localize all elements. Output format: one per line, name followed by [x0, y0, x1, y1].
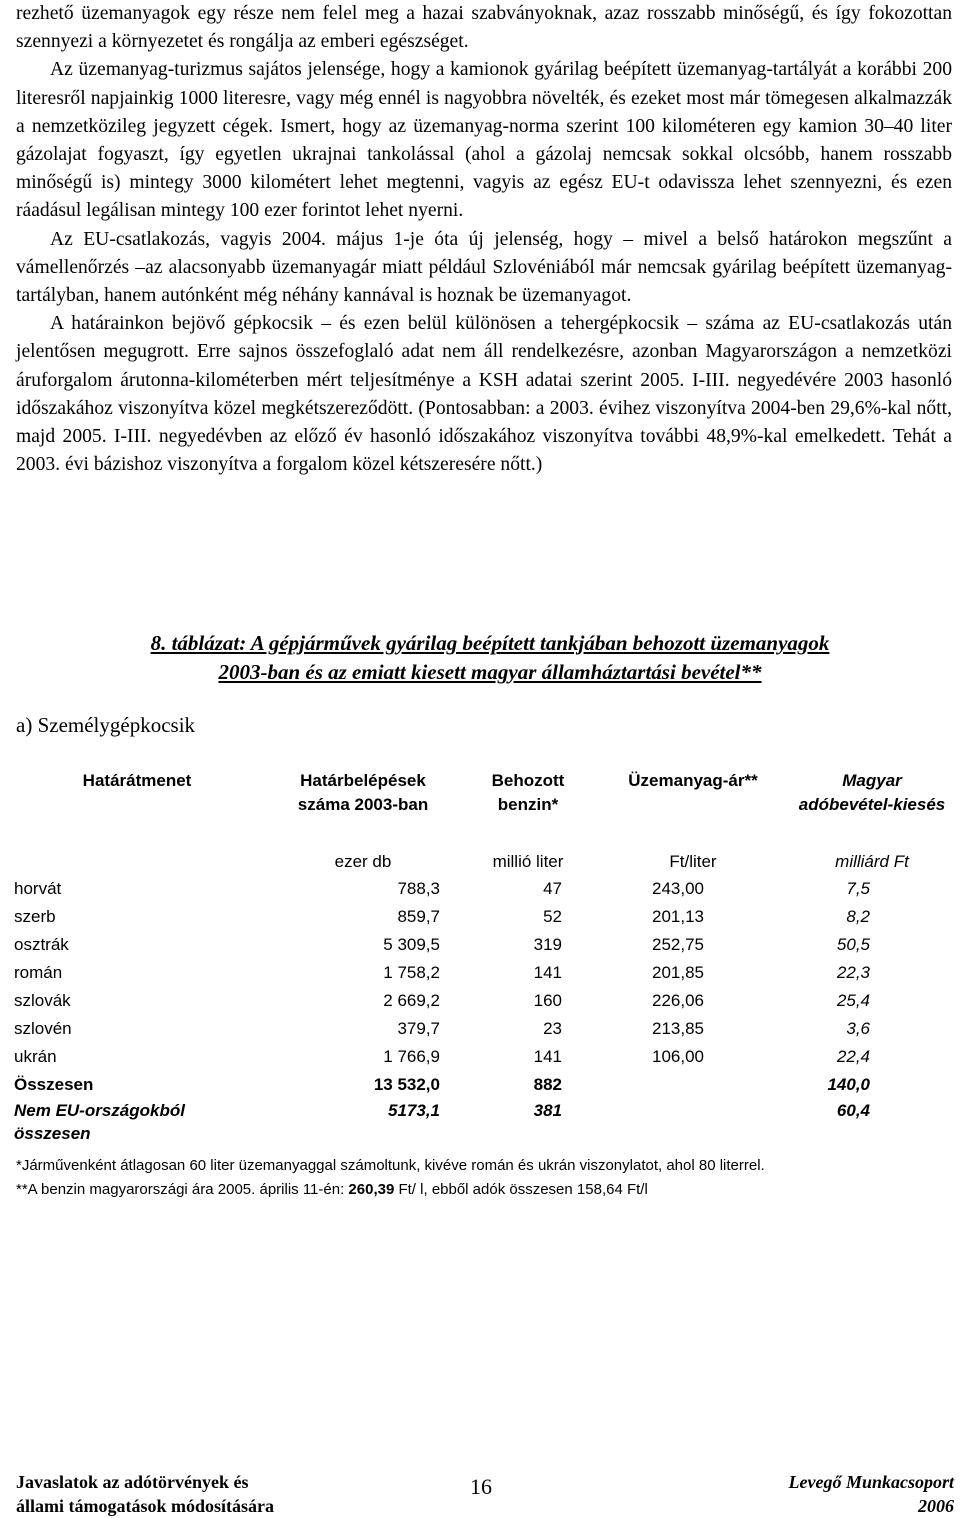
paragraph-1: rezhető üzemanyagok egy része nem felel meg a hazai szabványoknak, azaz rosszabb minőségű, és így fokozottan szennyezi a környezetet és rongálja az emberi egészséget. — [16, 3, 952, 53]
row-name: osztrák — [14, 935, 69, 954]
footer-right-line-2: 2006 — [918, 1496, 954, 1516]
note-2-rest: Ft/ l, ebből adók összesen 158,64 Ft/l — [394, 1181, 648, 1198]
table-row — [6, 1043, 956, 1071]
unit-empty — [6, 849, 268, 875]
row-loss: 7,5 — [846, 879, 870, 898]
fuel-table — [6, 766, 956, 1145]
row-name: szerb — [14, 907, 56, 926]
non-eu-row — [6, 1099, 956, 1145]
row-entries: 379,7 — [397, 1019, 440, 1038]
row-fuel: 141 — [533, 1047, 562, 1066]
non-eu-label-2: összesen — [14, 1124, 91, 1143]
footer-right — [789, 1470, 955, 1518]
row-loss: 3,6 — [846, 1019, 870, 1038]
note-2 — [16, 1178, 765, 1202]
row-name — [6, 1099, 268, 1145]
row-name: ukrán — [14, 1047, 57, 1066]
footer-left — [16, 1470, 274, 1518]
caption-line-1: 8. táblázat: A gépjárművek gyárilag beépített tankjában behozott üzemanyagok — [150, 631, 830, 655]
header-fuel: Behozott benzin* — [491, 771, 565, 814]
unit-loss: milliárd Ft — [835, 852, 909, 871]
page-number: 16 — [470, 1474, 492, 1499]
unit-price: Ft/liter — [669, 852, 717, 871]
row-loss: 60,4 — [836, 1101, 870, 1120]
unit-entries: ezer db — [334, 852, 392, 871]
table-row — [6, 931, 956, 959]
row-loss: 140,0 — [827, 1075, 870, 1094]
table-row — [6, 875, 956, 903]
row-name: horvát — [14, 879, 62, 898]
row-name: román — [14, 963, 63, 982]
subheading: a) Személygépkocsik — [16, 713, 196, 737]
row-fuel: 23 — [543, 1019, 562, 1038]
row-entries: 1 758,2 — [383, 963, 440, 982]
table-row — [6, 987, 956, 1015]
table-notes — [16, 1154, 765, 1202]
header-entries: Határbelépések száma 2003-ban — [297, 771, 429, 814]
units-row — [6, 849, 956, 875]
row-fuel: 160 — [533, 991, 562, 1010]
table-row — [6, 1015, 956, 1043]
row-loss: 25,4 — [836, 991, 870, 1010]
row-price: 201,85 — [652, 963, 704, 982]
non-eu-label-1: Nem EU-országokból — [14, 1101, 185, 1120]
row-entries: 13 532,0 — [373, 1075, 440, 1094]
row-price: 243,00 — [652, 879, 704, 898]
row-name: szlovén — [14, 1019, 72, 1038]
row-fuel: 52 — [543, 907, 562, 926]
row-loss: 8,2 — [846, 907, 870, 926]
row-entries: 2 669,2 — [383, 991, 440, 1010]
header-tax-loss: Magyar adóbevétel-kiesés — [798, 771, 946, 814]
row-price: 226,06 — [652, 991, 704, 1010]
row-fuel: 141 — [533, 963, 562, 982]
row-loss: 50,5 — [836, 935, 870, 954]
note-2-text: **A benzin magyarországi ára 2005. április 11-én: — [16, 1181, 349, 1198]
row-fuel: 882 — [533, 1075, 562, 1094]
row-fuel: 381 — [533, 1101, 562, 1120]
row-price: 252,75 — [652, 935, 704, 954]
row-entries: 5 309,5 — [383, 935, 440, 954]
table-row — [6, 903, 956, 931]
row-entries: 859,7 — [397, 907, 440, 926]
note-1: *Járművenként átlagosan 60 liter üzemanyaggal számoltunk, kivéve román és ukrán viszonylatot, ahol 80 literrel. — [16, 1157, 765, 1174]
paragraph-2: Az üzemanyag-turizmus sajátos jelensége, hogy a kamionok gyárilag beépített üzemanyag-tartályát a korábbi 200 literesről napjainkig 1000 literesre, vagy még ennél is nagyobbra növelték, és ezeket most már tömegesen alkalmazzák a nemzetközileg jegyzett cégek. Ismert, hogy az üzemanyag-norma szerint 100 kilométeren egy kamion 30–40 liter gázolajat fogyaszt, így egyetlen ukrajnai tankolással (ahol a gázolaj nemcsak sokkal olcsóbb, hanem rosszabb minőségű is) mintegy 3000 kilométert lehet megtenni, vagyis az egész EU-t odavissza lehet szennyezni, és ezen ráadásul legálisan mintegy 100 ezer forintot lehet nyerni. — [16, 59, 952, 222]
table-caption — [60, 629, 920, 687]
caption-line-2: 2003-ban és az emiatt kiesett magyar államháztartási bevétel** — [218, 660, 762, 684]
row-price: 213,85 — [652, 1019, 704, 1038]
row-entries: 5173,1 — [388, 1101, 440, 1120]
row-price — [598, 1071, 788, 1099]
row-name: szlovák — [14, 991, 71, 1010]
row-entries: 788,3 — [397, 879, 440, 898]
row-price: 106,00 — [652, 1047, 704, 1066]
body-text — [16, 0, 952, 479]
row-name: Összesen — [14, 1075, 94, 1094]
unit-fuel: millió liter — [492, 852, 564, 871]
row-fuel: 47 — [543, 879, 562, 898]
row-loss: 22,3 — [836, 963, 870, 982]
note-2-price: 260,39 — [348, 1181, 395, 1198]
total-row — [6, 1071, 956, 1099]
table-row — [6, 959, 956, 987]
row-price: 201,13 — [652, 907, 704, 926]
header-price: Üzemanyag-ár** — [628, 771, 758, 790]
paragraph-4: A határainkon bejövő gépkocsik – és ezen belül különösen a tehergépkocsik – száma az EU-csatlakozás után jelentősen megugrott. Erre sajnos összefoglaló adat nem áll rendelkezésre, azonban Magyarországon a nemzetközi áruforgalom árutonna-kilométerben mért teljesítménye a KSH adatai szerint 2005. I-III. negyedévére 2003 hasonló időszakához viszonyítva közel megkétszereződött. (Pontosabban: a 2003. évihez viszonyítva 2004-ben 29,6%-kal nőtt, majd 2005. I-III. negyedévben az előző év hasonló időszakához viszonyítva további 48,9%-kal emelkedett. Tehát a 2003. évi bázishoz viszonyítva a forgalom közel kétszeresére nőtt.) — [16, 313, 952, 476]
row-fuel: 319 — [533, 935, 562, 954]
row-entries: 1 766,9 — [383, 1047, 440, 1066]
row-price — [598, 1099, 788, 1145]
table-header-row — [6, 766, 956, 849]
footer-left-line-1: Javaslatok az adótörvények és — [16, 1472, 249, 1492]
paragraph-3: Az EU-csatlakozás, vagyis 2004. május 1-je óta új jelenség, hogy – mivel a belső határokon megszűnt a vámellenőrzés –az alacsonyabb üzemanyagár miatt például Szlovéniából már nemcsak gyárilag beépített üzemanyag-tartályban, hanem autónként még néhány kannával is hoznak be üzemanyagot. — [16, 228, 952, 307]
row-loss: 22,4 — [836, 1047, 870, 1066]
footer-right-line-1: Levegő Munkacsoport — [788, 1472, 954, 1492]
footer-left-line-2: állami támogatások módosítására — [16, 1496, 274, 1516]
header-border-crossing: Határátmenet — [82, 771, 192, 790]
